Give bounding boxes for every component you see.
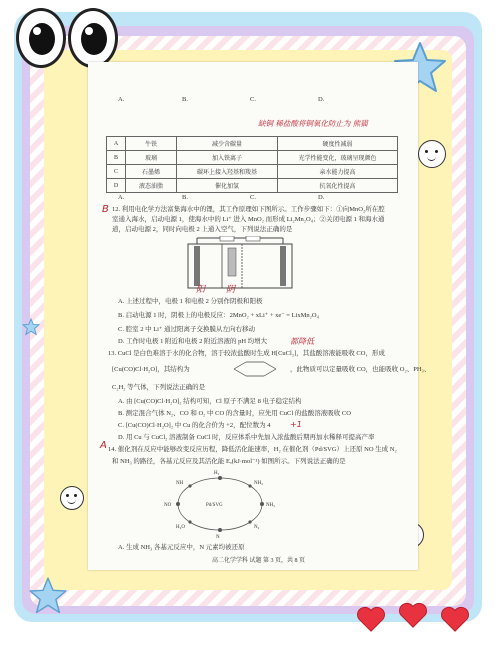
star-icon bbox=[28, 576, 68, 616]
table-row bbox=[107, 179, 398, 193]
answer-option: D. 工作时电极 1 附近和电极 2 附近溶液的 pH 均增大 bbox=[118, 338, 268, 345]
right-eye-icon bbox=[68, 8, 118, 68]
left-eye-icon bbox=[16, 8, 66, 68]
diagram-label: NO bbox=[164, 503, 172, 508]
table-cell: 加入铁离子 bbox=[177, 151, 278, 165]
question-text: 道，启动电源 2，同时向电极 2 上通入空气，下列说法正确的是 bbox=[112, 226, 293, 233]
answer-option: C. 腔室 2 中 Li⁺ 通过阳离子交换膜从左向右移动 bbox=[118, 326, 256, 333]
table-cell: 亲水能力提高 bbox=[278, 165, 398, 179]
question-text: C₂H₂ 等气体，下列说法正确的是 bbox=[112, 384, 206, 391]
table-cell: 石墨烯 bbox=[126, 165, 177, 179]
handwritten-note: 阴 bbox=[226, 285, 236, 295]
option-label: A. bbox=[118, 194, 125, 201]
answer-option: B. 测定混合气体 N₂、CO 和 O₂ 中 CO 的含量时，应先用 CuCl 的盐酸溶液吸收 CO bbox=[118, 410, 351, 417]
diagram-label: NH₃ bbox=[266, 503, 275, 508]
answer-option: A. 由 [Cu(CO)Cl·H₂O]₂ 结构可知，Cl 原子不满足 8 电子稳定结构 bbox=[118, 398, 302, 405]
handwritten-note: 阳 bbox=[196, 285, 206, 295]
diagram-label: Pd/SVG bbox=[206, 503, 223, 508]
answer-option: D. 用 Cu 与 CuCl₂ 溶液制备 CuCl 时，反应体系中先加入浓盐酸后期再加水稀释可提高产率 bbox=[118, 434, 375, 441]
heart-icon bbox=[398, 600, 428, 630]
table-row bbox=[107, 165, 398, 179]
diagram-label: NH bbox=[176, 481, 184, 486]
diagram-label: N bbox=[216, 535, 220, 540]
table-cell: 碳环上接入羟基和羧基 bbox=[177, 165, 278, 179]
table-row bbox=[107, 137, 398, 151]
heart-icon bbox=[356, 604, 386, 634]
page-footer: 高二化学学科 试题 第 3 页，共 8 页 bbox=[212, 558, 306, 564]
table-cell: A bbox=[107, 137, 126, 151]
option-label: C. bbox=[250, 96, 256, 103]
answer-option: B. 启动电源 1 时，阴极上的电极反应：2MnO₂ + xLi⁺ + xe⁻ = LixMn₂O₄ bbox=[118, 312, 319, 319]
answer-option: C. [Cu(CO)Cl·H₂O]₂ 中 Cu 的化合价为 +2，配位数为 4 bbox=[118, 422, 271, 429]
question-text: 和 NH₃ 的路径，各基元反应及其活化能 Eₐ(kJ·mol⁻¹) 如图所示。下列说法正确的是 bbox=[112, 458, 346, 465]
table-cell: D bbox=[107, 179, 126, 193]
heart-icon bbox=[440, 604, 470, 634]
option-label: C. bbox=[250, 194, 256, 201]
answer-mark: B bbox=[102, 204, 109, 215]
handwritten-note: +1 bbox=[290, 420, 302, 429]
diagram-label: N₂ bbox=[254, 525, 260, 530]
diagram-label: NH₂ bbox=[254, 481, 263, 486]
table-cell: 抗氧化性提高 bbox=[278, 179, 398, 193]
handwritten-note: 缺铜 稀盐酸将铜氧化防止为 熊猫 bbox=[258, 119, 368, 128]
table-cell: 减少含碳量 bbox=[177, 137, 278, 151]
answer-option: A. 生成 NH₃ 各基元反应中，N 元素均被还原 bbox=[118, 544, 245, 551]
option-label: A. bbox=[118, 96, 125, 103]
copper-complex-structure bbox=[224, 356, 286, 382]
question-text: 14. 催化剂在反应中能够改变反应历程，降低活化能速率，H₂ 在催化剂（Pd/SVG）上还原 NO 生成 N₂ bbox=[108, 446, 397, 453]
table-cell: 硬度性减弱 bbox=[278, 137, 398, 151]
option-label: D. bbox=[318, 194, 325, 201]
handwritten-note: 都降低 bbox=[290, 337, 314, 346]
question-text: 13. CuCl 是白色难溶于水的化合物，溶于较浓盐酸时生成 H[CuCl₂]，其盐酸溶液能吸收 CO，形成 bbox=[108, 350, 385, 357]
option-label: D. bbox=[318, 96, 325, 103]
option-label: B. bbox=[182, 194, 188, 201]
question-text: 室通入海水，启动电源 1，使海水中的 Li⁺ 进入 MnO₂ 而形成 Li₂Mn₂O₄；②关闭电源 1 和海水通 bbox=[112, 216, 385, 223]
star-icon bbox=[22, 318, 40, 336]
diagram-label: H₂O bbox=[176, 525, 185, 530]
table-row bbox=[107, 151, 398, 165]
smiley-face-icon bbox=[418, 140, 446, 168]
option-label: B. bbox=[182, 96, 188, 103]
smiley-face-icon bbox=[60, 486, 84, 510]
table-cell: 玻璃 bbox=[126, 151, 177, 165]
table-cell: B bbox=[107, 151, 126, 165]
options-table bbox=[106, 136, 398, 193]
question-text: ，此物质可以定量吸收 CO，也能吸收 O₂、PH₃、 bbox=[290, 366, 431, 373]
table-cell: 光学性能变化，玻璃呈现颜色 bbox=[278, 151, 398, 165]
table-cell: 牛铁 bbox=[126, 137, 177, 151]
reaction-pathway-diagram bbox=[150, 466, 290, 540]
table-cell: 催化加氢 bbox=[177, 179, 278, 193]
diagram-label: H₂ bbox=[214, 471, 220, 476]
answer-mark: A bbox=[100, 440, 107, 451]
answer-option: A. 上述过程中，电极 1 和电极 2 分别作阴极和阳极 bbox=[118, 298, 263, 305]
table-cell: C bbox=[107, 165, 126, 179]
question-text: 12. 利用电化学方法富集海水中的锂，其工作原理如下图所示。工作步骤如下：①向MnO₂所在腔 bbox=[112, 206, 385, 213]
question-text: [Cu(CO)Cl·H₂O]，其结构为 bbox=[112, 366, 190, 373]
table-cell: 液态油脂 bbox=[126, 179, 177, 193]
